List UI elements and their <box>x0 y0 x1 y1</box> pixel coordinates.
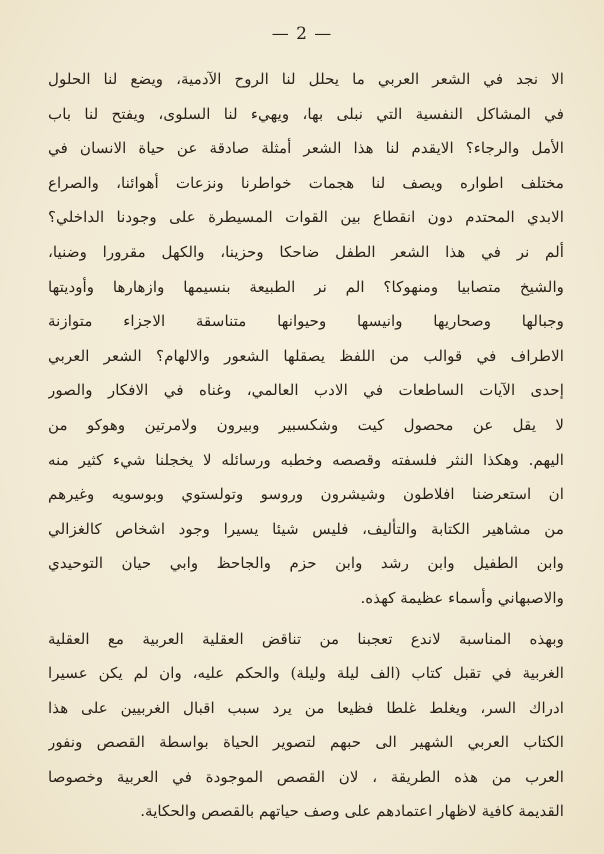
text-line: والاصبهاني وأسماء عظيمة كهذه. <box>360 588 564 607</box>
text-line: الا نجد في الشعر العربي ما يحلل لنا الروح الآدمية، ويضع لنا الحلول <box>48 70 564 88</box>
text-line: وابن الطفيل وابن رشد وابن حزم والجاحظ وابي حيان التوحيدي <box>48 554 564 573</box>
text-line: في المشاكل النفسية التي نبلى بها، ويهيء لنا السلوى، ويفتح لنا باب <box>48 104 564 123</box>
page-number: — 2 — <box>271 24 333 44</box>
text-line: ألم نر في هذا الشعر الطفل ضاحكا وحزينا، والكهل مقرورا وضنيا، <box>48 242 564 261</box>
text-line: وجبالها وصحاريها وانيسها وحيوانها متناسقة الاجزاء متوازنة <box>48 312 564 331</box>
text-line: العرب من هذه الطريقة ، لان القصص الموجودة في العربية وخصوصا <box>48 767 564 786</box>
text-line: الأمل والرجاء؟ الايقدم لنا هذا الشعر أمثلة صادقة عن حياة الانسان في <box>48 139 564 158</box>
text-line: الاطراف في قوالب من اللفظ يصقلها الشعور والالهام؟ الشعر العربي <box>48 346 564 365</box>
text-line: إحدى الآيات الساطعات في الادب العالمي، وغناه في الافكار والصور <box>48 381 564 400</box>
body-text <box>48 62 564 829</box>
text-line: والشيخ متصابيا ومنهوكا؟ الم نر الطبيعة بنسيمها وازهارها وأوديتها <box>48 277 564 296</box>
text-line: ادراك السر، ويغلط غلطا فظيعا من يرد سبب اقبال الغربيين على هذا <box>48 698 564 717</box>
paragraph <box>48 622 564 830</box>
text-line: الكتاب العربي الشهير الى حبهم لتصوير الحياة بواسطة القصص ونفور <box>48 733 564 752</box>
text-line: اليهم. وهكذا النثر فلسفته وقصصه وخطبه ورسائله لا يخجلنا شيء كثير منه <box>48 450 564 469</box>
text-line: وبهذه المناسبة لاندع تعجبنا من تناقض العقلية العربية مع العقلية <box>48 629 564 648</box>
text-line: لا يقل عن محصول كيت وشكسبير وبيرون ولامرتين وهوكو من <box>48 415 564 434</box>
text-line: من مشاهير الكتابة والتأليف، فليس شيئا يسيرا وجود اشخاص كالغزالي <box>48 519 564 538</box>
paragraph <box>48 62 564 616</box>
text-line: ان استعرضنا افلاطون وشيشرون وروسو وتولستوي وبوسويه وغيرهم <box>48 485 564 504</box>
text-line: الابدي المحتدم دون انقطاع بين القوات المسيطرة على وجودنا الداخلي؟ <box>48 208 564 227</box>
text-line: القديمة كافية لاظهار اعتمادهم على وصف حياتهم بالقصص والحكاية. <box>140 802 564 821</box>
text-line: مختلف اطواره ويصف لنا هجمات خواطرنا ونزعات أهوائنا، والصراع <box>48 173 564 192</box>
text-line: الغربية في تقبل كتاب (الف ليلة وليلة) والحكم عليه، وان لم يكن عسيرا <box>48 664 564 683</box>
